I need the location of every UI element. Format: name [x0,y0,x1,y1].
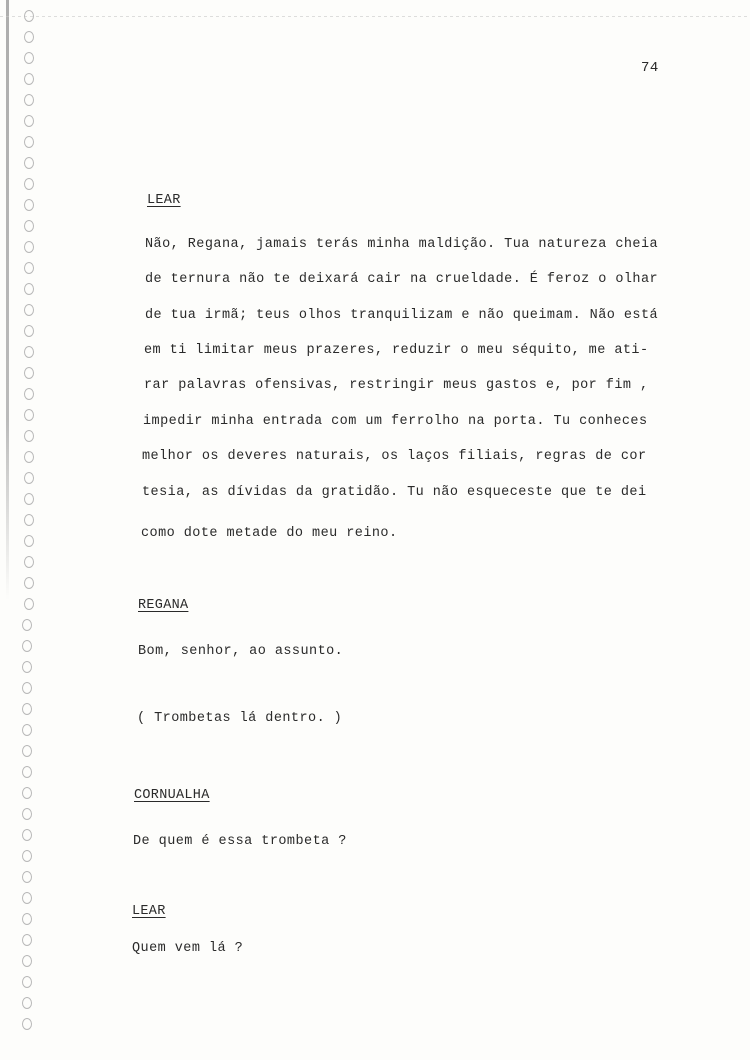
binding-hole [22,724,32,736]
binding-hole [24,220,34,232]
speaker-name: CORNUALHA [134,788,210,803]
binding-hole [22,850,32,862]
binding-hole [24,409,34,421]
page-number: 74 [641,60,659,76]
binding-holes [22,10,42,1040]
binding-hole [24,346,34,358]
binding-hole [22,955,32,967]
binding-hole [24,178,34,190]
binding-hole [24,556,34,568]
binding-hole [24,52,34,64]
binding-hole [22,871,32,883]
binding-hole [24,199,34,211]
dialogue-line: de tua irmã; teus olhos tranquilizam e não queimam. Não está [145,308,659,323]
binding-hole [22,934,32,946]
speaker-name: LEAR [147,193,181,208]
binding-hole [24,430,34,442]
binding-hole [24,451,34,463]
binding-hole [22,619,32,631]
binding-hole [24,472,34,484]
binding-hole [22,829,32,841]
binding-hole [24,73,34,85]
binding-hole [24,241,34,253]
binding-hole [22,892,32,904]
dialogue-line: rar palavras ofensivas, restringir meus gastos e, por fim , [144,378,649,393]
dialogue-line: como dote metade do meu reino. [141,526,398,541]
binding-hole [22,745,32,757]
dialogue-line: Bom, senhor, ao assunto. [138,644,344,659]
top-dotted-rule [0,16,750,17]
speaker-name: REGANA [138,598,189,613]
binding-hole [24,136,34,148]
binding-hole [24,535,34,547]
binding-hole [22,682,32,694]
dialogue-line: em ti limitar meus prazeres, reduzir o meu séquito, me ati- [144,343,649,358]
binding-hole [22,661,32,673]
binding-hole [22,766,32,778]
binding-hole [22,1018,32,1030]
binding-hole [22,913,32,925]
binding-hole [24,598,34,610]
binding-hole [24,577,34,589]
binding-hole [24,10,34,22]
binding-hole [22,997,32,1009]
dialogue-line: tesia, as dívidas da gratidão. Tu não esqueceste que te dei [142,485,647,500]
binding-hole [24,367,34,379]
stage-direction: ( Trombetas lá dentro. ) [137,711,343,726]
binding-hole [24,115,34,127]
binding-hole [24,31,34,43]
dialogue-line: impedir minha entrada com um ferrolho na porta. Tu conheces [143,414,648,429]
binding-hole [24,157,34,169]
binding-hole [24,514,34,526]
dialogue-line: melhor os deveres naturais, os laços filiais, regras de cor [142,449,647,464]
dialogue-line: de ternura não te deixará cair na crueldade. É feroz o olhar [145,272,659,287]
binding-hole [24,262,34,274]
binding-hole [24,94,34,106]
binding-hole [22,787,32,799]
binding-hole [24,388,34,400]
binding-hole [22,703,32,715]
binding-hole [22,640,32,652]
binding-hole [24,304,34,316]
dialogue-line: Quem vem lá ? [132,941,244,956]
binding-hole [22,976,32,988]
binding-hole [22,808,32,820]
binding-hole [24,325,34,337]
binding-hole [24,493,34,505]
dialogue-line: De quem é essa trombeta ? [133,834,347,849]
perforation-edge [6,0,9,600]
speaker-name: LEAR [132,904,166,919]
dialogue-line: Não, Regana, jamais terás minha maldição. Tua natureza cheia [145,237,659,252]
binding-hole [24,283,34,295]
